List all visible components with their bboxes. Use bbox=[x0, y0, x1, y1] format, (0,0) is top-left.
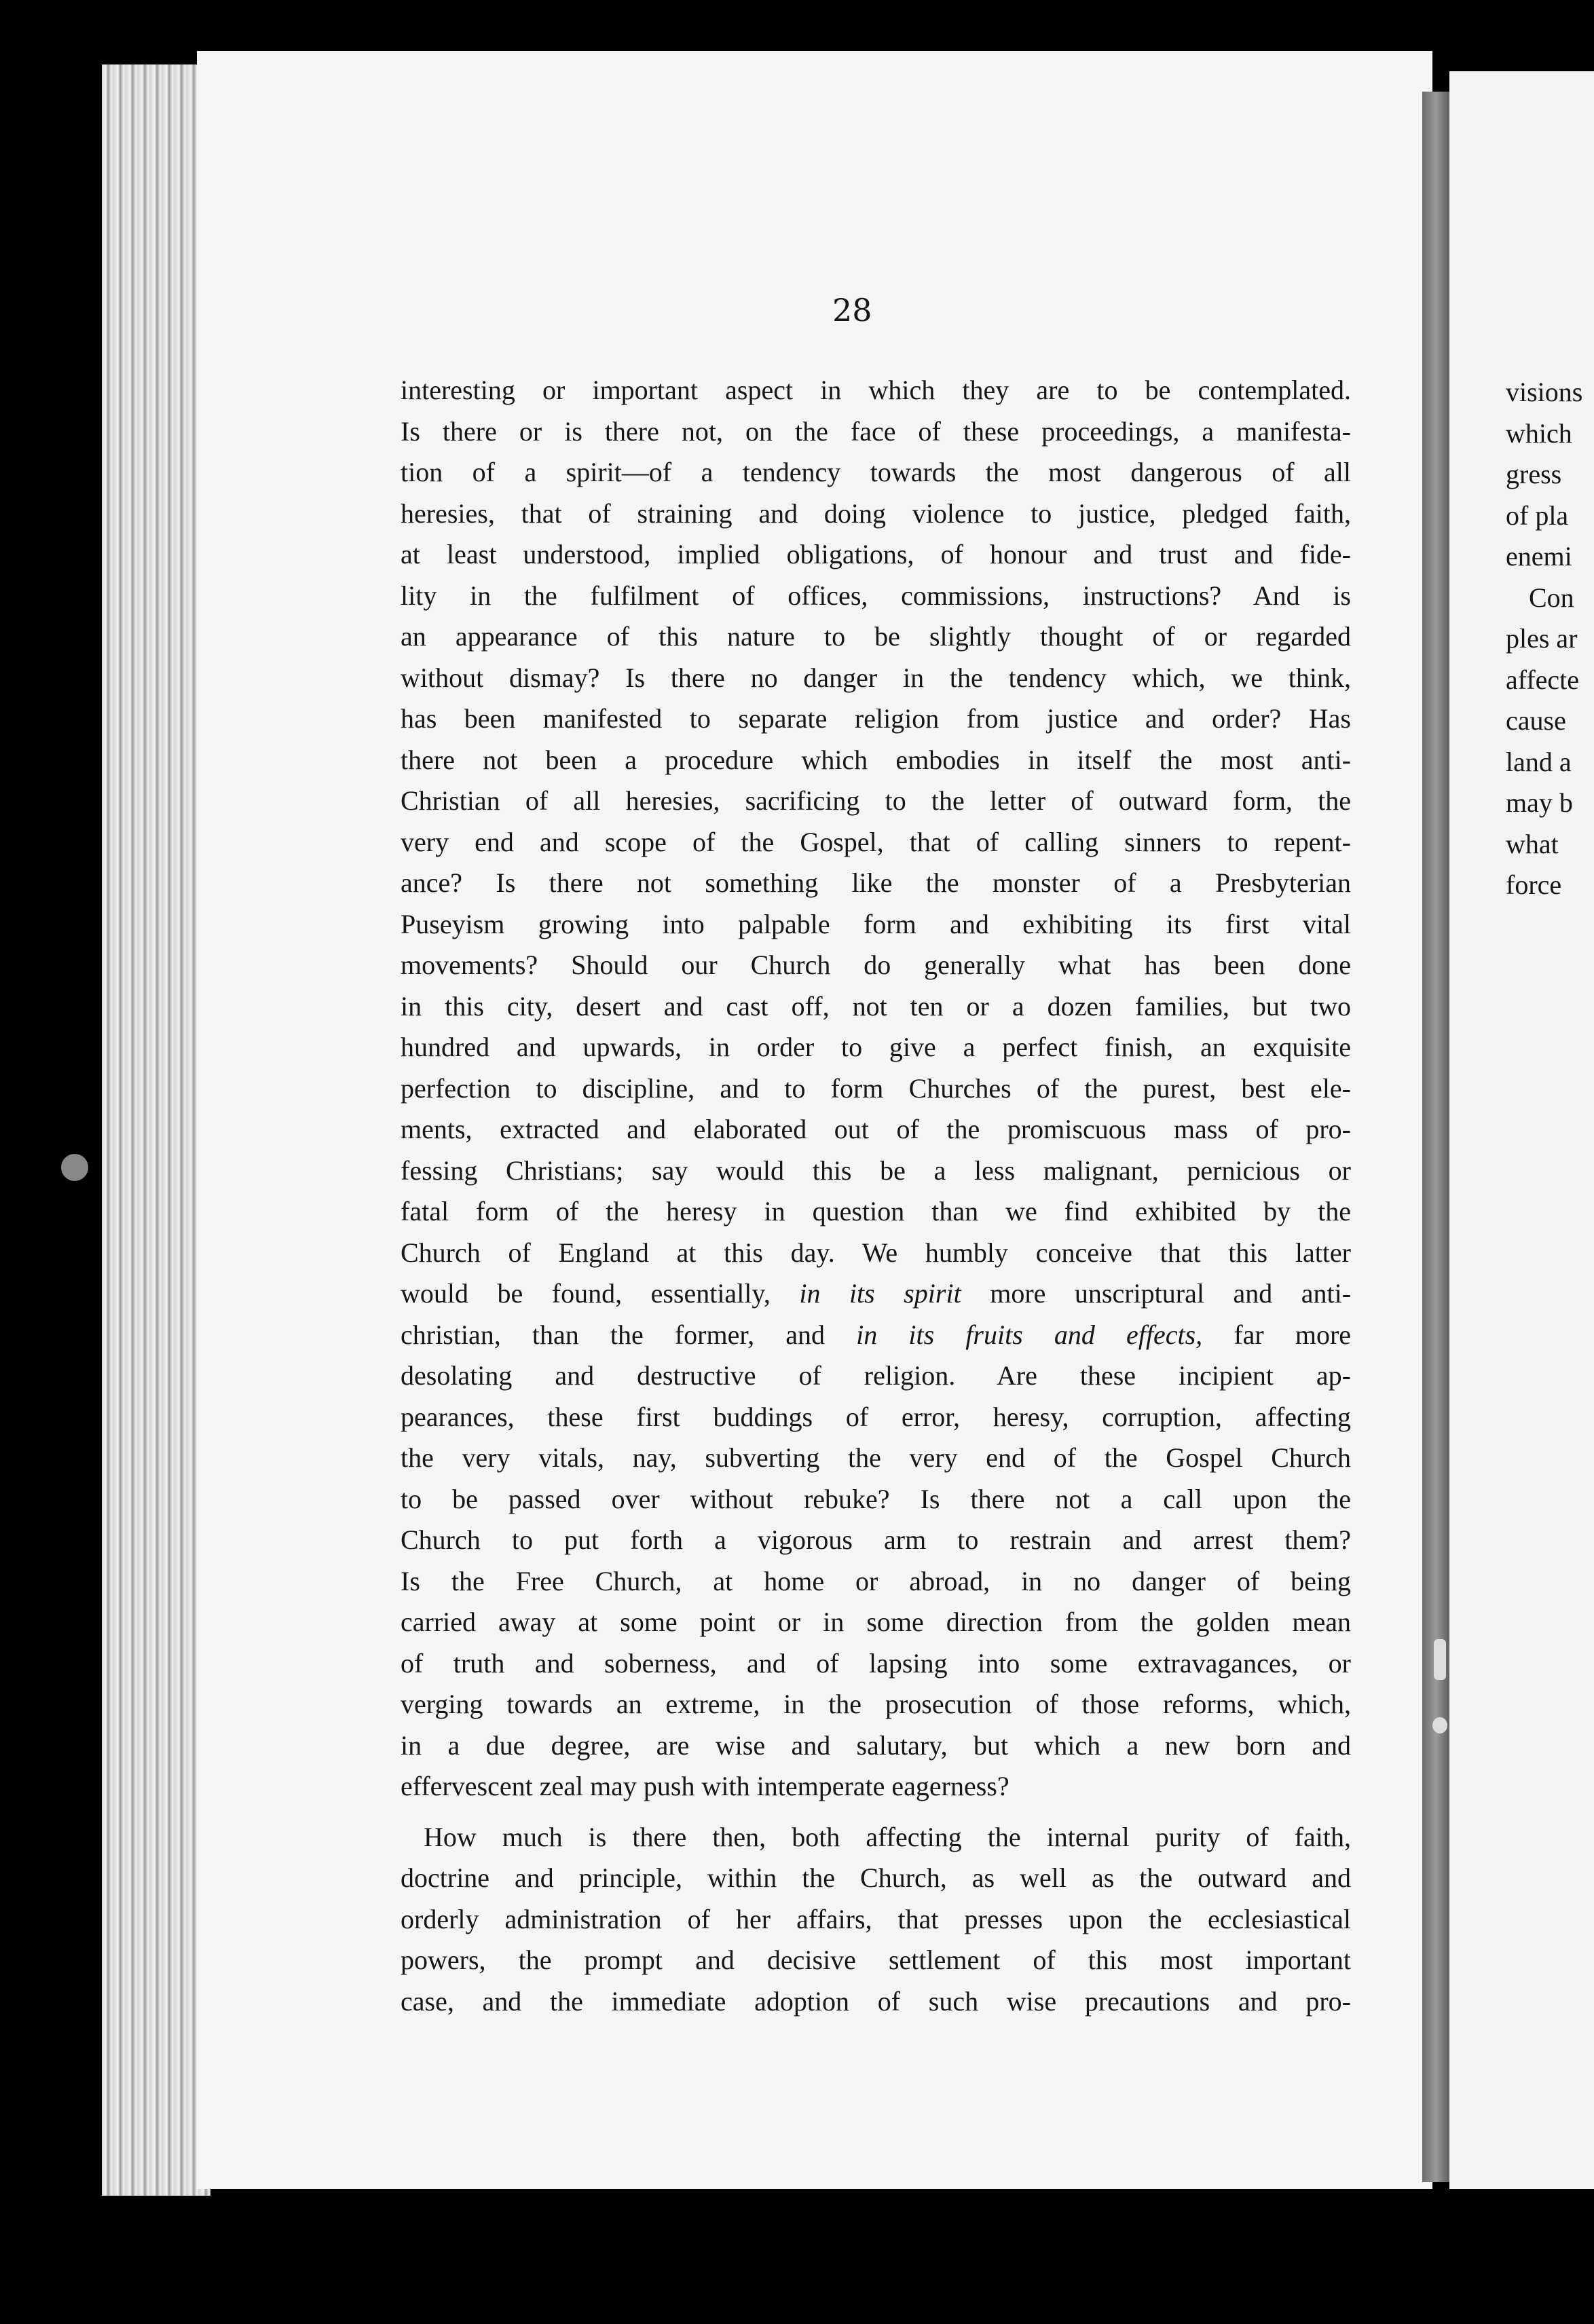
book-gutter bbox=[1422, 92, 1449, 2182]
text-line: heresies, that of straining and doing violence to justice, pledged faith, bbox=[401, 498, 1351, 529]
text-line: Church of England at this day. We humbly conceive that this latter bbox=[401, 1237, 1351, 1268]
text-line: the very vitals, nay, subverting the very end of the Gospel Church bbox=[401, 1442, 1351, 1473]
text-segment: far more bbox=[1234, 1319, 1352, 1350]
text-line: powers, the prompt and decisive settlement of this most important bbox=[401, 1945, 1351, 1975]
text-line: Christian of all heresies, sacrificing to the letter of outward form, the bbox=[401, 785, 1351, 816]
facing-line: of pla bbox=[1506, 500, 1569, 531]
text-line: verging towards an extreme, in the prosecution of those reforms, which, bbox=[401, 1689, 1351, 1719]
text-segment: would be found, essentially, bbox=[401, 1278, 771, 1309]
paragraph-gap bbox=[401, 1807, 1351, 1817]
text-line: interesting or important aspect in which they are to be contemplated. bbox=[401, 375, 1351, 405]
text-line: How much is there then, both affecting the internal purity of faith, bbox=[424, 1821, 1351, 1852]
text-line: has been manifested to separate religion from justice and order? Has bbox=[401, 703, 1351, 734]
facing-line: land a bbox=[1506, 746, 1572, 777]
text-segment: more unscriptural and anti- bbox=[990, 1278, 1352, 1309]
text-line: ments, extracted and elaborated out of the promiscuous mass of pro- bbox=[401, 1114, 1351, 1144]
text-line: ance? Is there not something like the monster of a Presbyterian bbox=[401, 867, 1351, 898]
text-line: Is there or is there not, on the face of these proceedings, a manifesta- bbox=[401, 415, 1351, 447]
body-text bbox=[401, 370, 1351, 2022]
text-line: fatal form of the heresy in question than we find exhibited by the bbox=[401, 1196, 1351, 1226]
text-line: at least understood, implied obligations, of honour and trust and fide- bbox=[401, 539, 1351, 569]
text-line: effervescent zeal may push with intemperate eagerness? bbox=[401, 1771, 1009, 1801]
text-line: hundred and upwards, in order to give a perfect finish, an exquisite bbox=[401, 1032, 1351, 1062]
text-line: pearances, these first buddings of error, heresy, corruption, affecting bbox=[401, 1401, 1351, 1432]
text-line: Is the Free Church, at home or abroad, in no danger of being bbox=[401, 1565, 1351, 1596]
facing-line: gress bbox=[1506, 459, 1562, 489]
facing-line: Con bbox=[1529, 582, 1574, 613]
page-edges bbox=[102, 64, 210, 2196]
text-line: case, and the immediate adoption of such wise precautions and pro- bbox=[401, 1985, 1351, 2017]
text-line: fessing Christians; say would this be a less malignant, pernicious or bbox=[401, 1155, 1351, 1186]
text-line: orderly administration of her affairs, that presses upon the ecclesiastical bbox=[401, 1903, 1351, 1934]
text-line-with-italic bbox=[401, 1273, 1351, 1315]
facing-line: visions bbox=[1506, 377, 1583, 407]
italic-emphasis: in its fruits and effects, bbox=[856, 1319, 1203, 1350]
facing-line: what bbox=[1506, 828, 1559, 859]
facing-line: ples ar bbox=[1506, 623, 1578, 654]
scan-mark bbox=[1434, 1639, 1446, 1680]
facing-line: enemi bbox=[1506, 541, 1572, 571]
facing-line: affecte bbox=[1506, 664, 1580, 695]
text-line: doctrine and principle, within the Church, as well as the outward and bbox=[401, 1862, 1351, 1893]
text-line: desolating and destructive of religion. Are these incipient ap- bbox=[401, 1360, 1351, 1391]
scan-mark bbox=[1432, 1717, 1447, 1733]
facing-line: cause bbox=[1506, 705, 1566, 736]
text-line: without dismay? Is there no danger in the tendency which, we think, bbox=[401, 662, 1351, 693]
italic-emphasis: in its spirit bbox=[799, 1278, 961, 1309]
text-line: tion of a spirit—of a tendency towards the most dangerous of all bbox=[401, 457, 1351, 487]
page-number: 28 bbox=[832, 292, 872, 329]
text-line: movements? Should our Church do generally what has been done bbox=[401, 950, 1351, 980]
text-line: of truth and soberness, and of lapsing into some extravagances, or bbox=[401, 1647, 1351, 1679]
scan-mark bbox=[61, 1154, 88, 1181]
text-line: to be passed over without rebuke? Is there not a call upon the bbox=[401, 1483, 1351, 1514]
facing-page-text bbox=[1506, 372, 1582, 906]
facing-line: which bbox=[1506, 417, 1572, 449]
text-line: very end and scope of the Gospel, that of calling sinners to repent- bbox=[401, 826, 1351, 857]
text-line: there not been a procedure which embodies in itself the most anti- bbox=[401, 744, 1351, 775]
text-segment: christian, than the former, and bbox=[401, 1319, 825, 1350]
text-line: in this city, desert and cast off, not ten or a dozen families, but two bbox=[401, 990, 1351, 1022]
text-line: Puseyism growing into palpable form and exhibiting its first vital bbox=[401, 908, 1351, 939]
facing-line: force bbox=[1506, 869, 1562, 900]
facing-line: may b bbox=[1506, 787, 1573, 818]
text-line: an appearance of this nature to be slightly thought of or regarded bbox=[401, 621, 1351, 652]
text-line: carried away at some point or in some direction from the golden mean bbox=[401, 1607, 1351, 1637]
text-line: lity in the fulfilment of offices, commissions, instructions? And is bbox=[401, 580, 1351, 611]
text-line-with-italic bbox=[401, 1315, 1351, 1356]
text-line: perfection to discipline, and to form Churches of the purest, best ele- bbox=[401, 1072, 1351, 1104]
text-line: in a due degree, are wise and salutary, but which a new born and bbox=[401, 1729, 1351, 1761]
text-line: Church to put forth a vigorous arm to restrain and arrest them? bbox=[401, 1524, 1351, 1555]
